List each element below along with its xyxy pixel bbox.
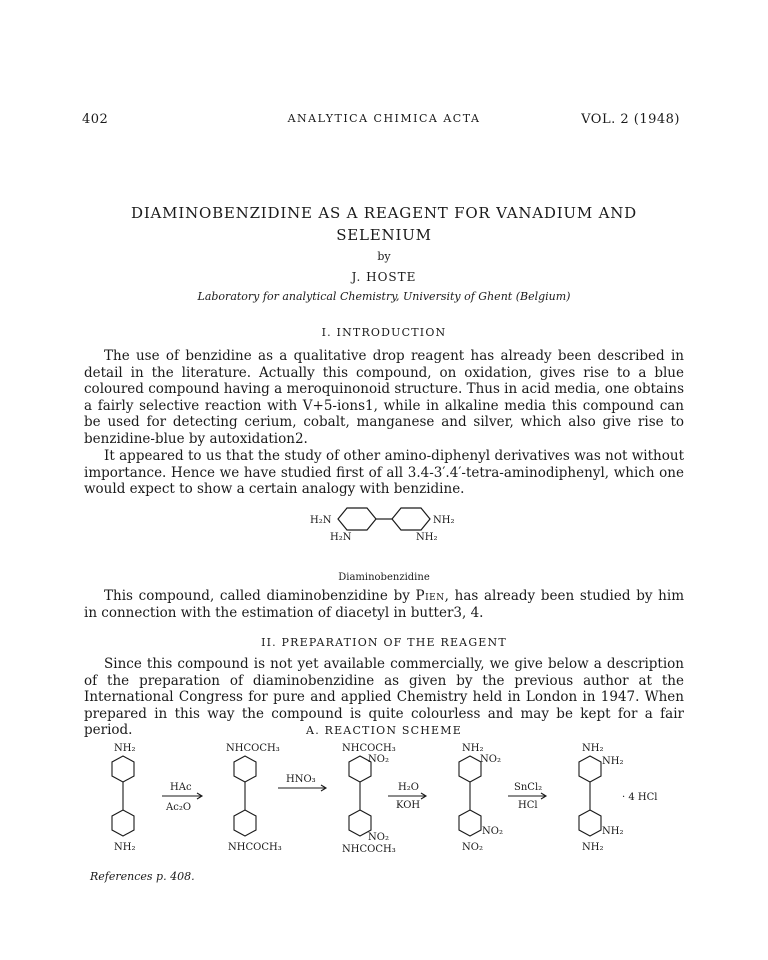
references-note: References p. 408. [90,870,195,883]
diaminobenzidine-structure [300,500,480,568]
c5-ring-bottom [579,810,601,836]
c5-nh2-bottom-label: NH₂ [602,826,624,837]
formula-nh2-top: NH₂ [433,515,455,526]
c2-top-label: NHCOCH₃ [226,743,280,754]
r1-top-label: HAc [170,782,192,793]
by-line: by [377,250,391,263]
c4-no2-bottom-label: NO₂ [482,826,503,837]
reaction-scheme-heading: A. REACTION SCHEME [306,724,462,737]
c1-ring-bottom [112,810,134,836]
benzene-ring-left [338,508,376,530]
c1-bottom-label: NH₂ [114,842,136,853]
c2-bottom-label: NHCOCH₃ [228,842,282,853]
c4-bottom-label: NO₂ [462,842,483,853]
page-number: 402 [82,112,109,127]
intro-paragraph-1-text: The use of benzidine as a qualitative drop reagent has already been described in detail in the literature. Actually this compound, on oxidation, gives rise to a blue coloured compound having a meroquinonoid structure. Thus in acid media, one obtains a fairly selective reaction with V+5-ions1, while in alkaline media this compound can be used for detecting cerium, cobalt, manganese and silver, which also give rise to benzidine-blue by autoxidation2. [84,348,685,447]
c4-top-label: NH₂ [462,743,484,754]
reaction-scheme [90,738,690,866]
c3-bottom-label: NHCOCH₃ [342,844,396,855]
r4-bottom-label: HCl [518,800,538,811]
preparation-paragraph-text: Since this compound is not yet available commercially, we give below a description of the preparation of diaminobenzidine as given by the previous author at the International Congress for pure and applied Chemistry held in London in 1947. When prepared in this way the compound is quite colourless and may be kept for a fair period. [84,656,684,739]
journal-name: ANALYTICA CHIMICA ACTA [287,112,481,125]
intro-paragraph-2 [84,448,684,498]
intro-paragraph-3 [84,588,684,621]
formula-h2n-bottom: H₂N [330,532,352,543]
c2-ring-bottom [234,810,256,836]
article-title: DIAMINOBENZIDINE AS A REAGENT FOR VANADIUM AND SELENIUM [131,204,637,244]
intro-paragraph-1 [84,348,684,448]
c2-ring-top [234,756,256,782]
r4-top-label: SnCl₂ [514,782,543,793]
section-heading-introduction: I. INTRODUCTION [321,326,447,339]
c3-no2-top-label: NO₂ [368,754,389,765]
r3-bottom-label: KOH [396,800,421,811]
c4-ring-bottom [459,810,481,836]
r2-top-label: HNO₃ [286,774,316,785]
formula-h2n-top: H₂N [310,515,332,526]
r1-bottom-label: Ac₂O [166,802,192,813]
volume-info: VOL. 2 (1948) [581,112,680,127]
c1-top-label: NH₂ [114,743,136,754]
intro-paragraph-2-text: It appeared to us that the study of other amino-diphenyl derivatives was not without importance. Hence we have studied first of all 3.4-3′.4′-tetra-aminodiphenyl, which one would expect to show a certain analogy with benzidine. [84,448,684,498]
c5-bottom-label: NH₂ [582,842,604,853]
c1-ring-top [112,756,134,782]
c3-top-label: NHCOCH₃ [342,743,396,754]
section-heading-preparation: II. PREPARATION OF THE REAGENT [261,636,507,649]
r3-top-label: H₂O [398,782,419,793]
intro-paragraph-3-text-b: , has already been studied by him in connection with the estimation of diacetyl in butter3, 4. [84,588,684,621]
c5-nh2-top-label: NH₂ [602,756,624,767]
cited-author-pien: Pien [415,588,445,604]
formula-nh2-bottom: NH₂ [416,532,438,543]
author-affiliation: Laboratory for analytical Chemistry, University of Ghent (Belgium) [197,290,571,303]
intro-paragraph-3-text-a: This compound, called diaminobenzidine by [104,588,416,604]
c5-ring-top [579,756,601,782]
c3-no2-bottom-label: NO₂ [368,832,389,843]
author-name: J. HOSTE [351,270,417,284]
formula-caption: Diaminobenzidine [338,572,430,583]
c5-top-label: NH₂ [582,743,604,754]
c4-no2-top-label: NO₂ [480,754,501,765]
benzene-ring-right [392,508,430,530]
c4-ring-top [459,756,481,782]
hcl-label: · 4 HCl [622,792,658,803]
